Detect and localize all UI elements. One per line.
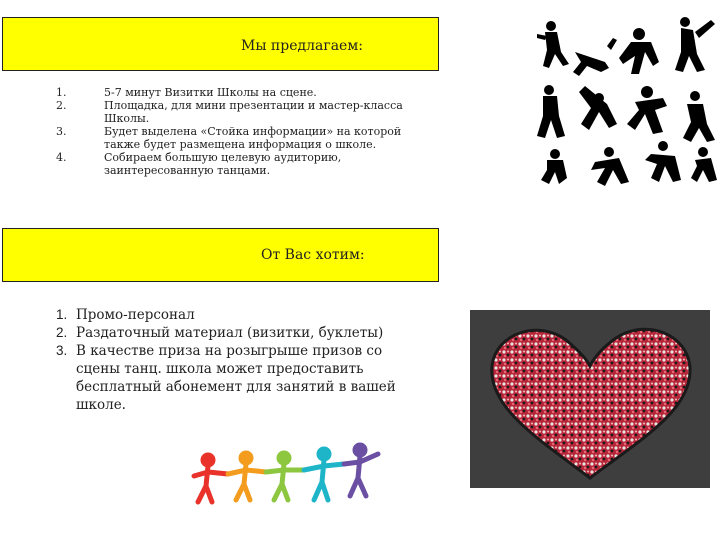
offer-list bbox=[56, 86, 436, 177]
item-number: 2. bbox=[56, 99, 67, 112]
list-item bbox=[56, 342, 416, 414]
item-number: 3. bbox=[56, 343, 68, 358]
want-list bbox=[56, 306, 416, 414]
offer-banner bbox=[2, 17, 439, 71]
item-text: 5-7 минут Визитки Школы на сцене. bbox=[104, 86, 317, 99]
offer-title: Мы предлагаем: bbox=[241, 38, 363, 54]
item-text: Промо-персонал bbox=[76, 307, 195, 323]
item-text: Будет выделена «Стойка информации» на которой также будет размещена информация о школе. bbox=[104, 125, 402, 151]
item-text: Собираем большую целевую аудиторию, заинтересованную танцами. bbox=[104, 151, 342, 177]
item-number: 4. bbox=[56, 151, 67, 164]
heart-crowd-photo-icon bbox=[470, 310, 710, 488]
list-item bbox=[56, 86, 436, 99]
list-item bbox=[56, 324, 416, 342]
item-number: 2. bbox=[56, 325, 68, 340]
want-title: От Вас хотим: bbox=[261, 247, 365, 263]
item-text: Площадка, для мини презентации и мастер-класса Школы. bbox=[104, 99, 403, 125]
want-banner bbox=[2, 228, 439, 282]
list-item bbox=[56, 306, 416, 324]
item-text: В качестве приза на розыгрыше призов со сцены танц. школа может предоставить бесплатный абонемент для занятий в вашей школе. bbox=[76, 343, 396, 413]
list-item bbox=[56, 125, 436, 151]
item-number: 1. bbox=[56, 86, 67, 99]
dance-silhouettes-icon bbox=[535, 12, 720, 190]
item-number: 1. bbox=[56, 307, 68, 322]
people-chain-icon bbox=[188, 440, 383, 510]
item-text: Раздаточный материал (визитки, буклеты) bbox=[76, 325, 384, 341]
list-item bbox=[56, 99, 436, 125]
list-item bbox=[56, 151, 436, 177]
item-number: 3. bbox=[56, 125, 67, 138]
